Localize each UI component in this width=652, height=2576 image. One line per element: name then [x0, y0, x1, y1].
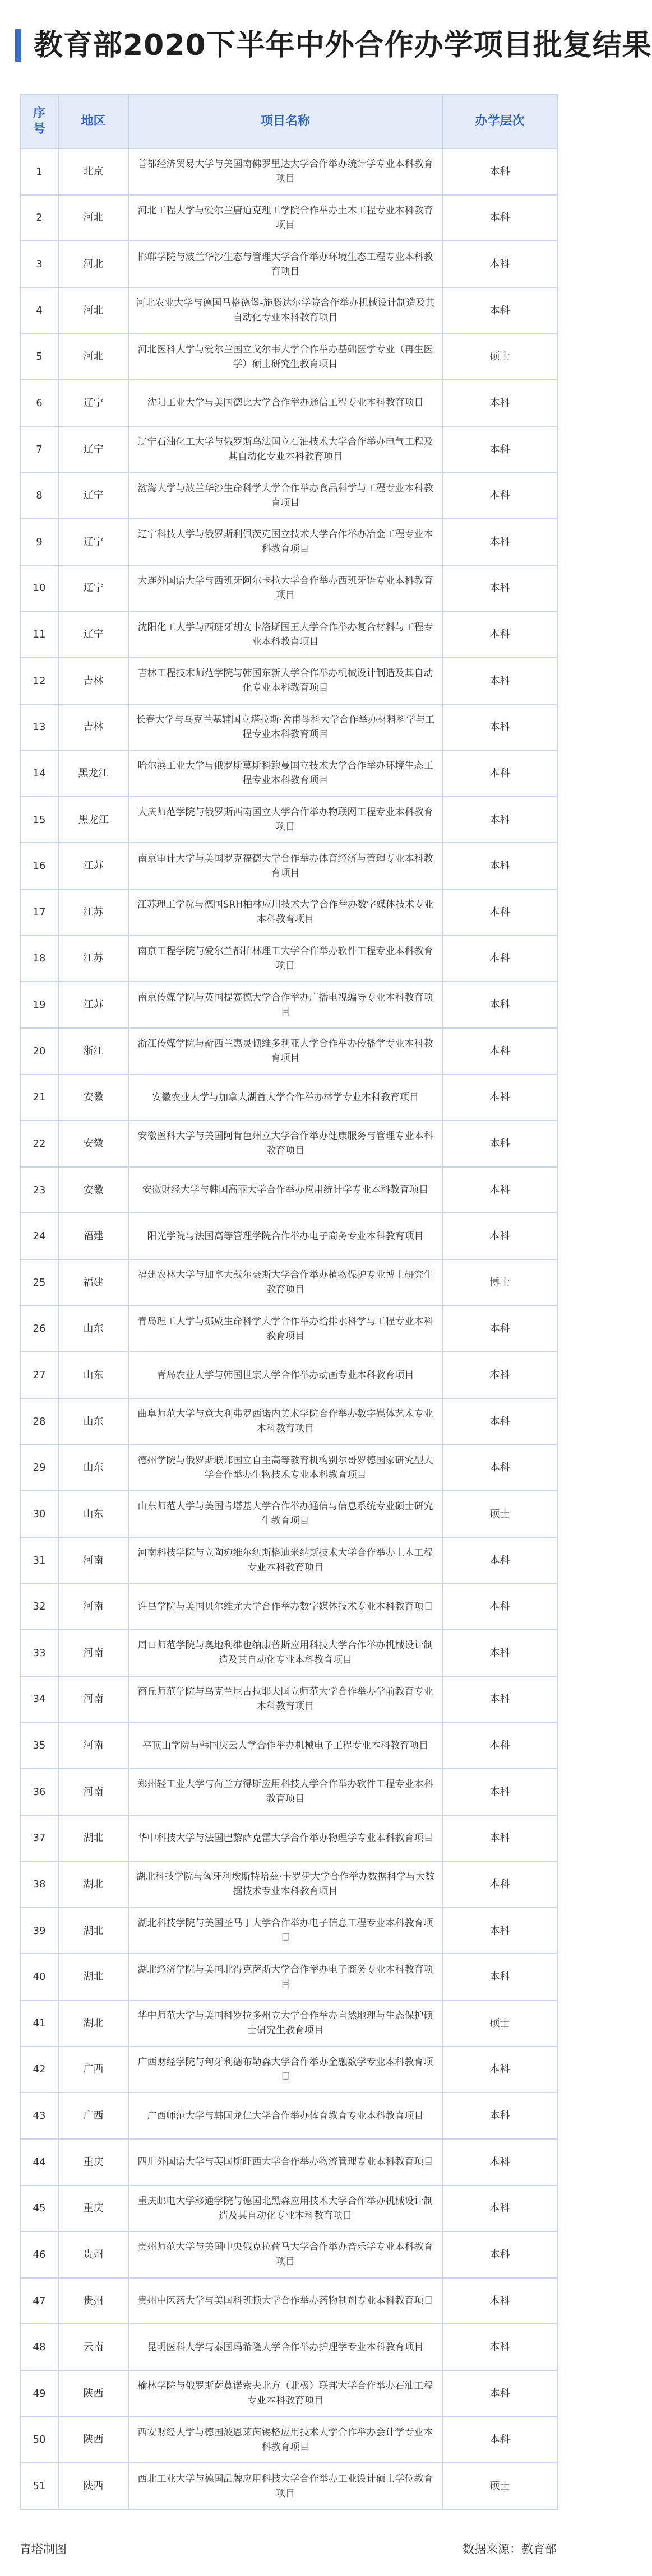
column-header-no-label: 序 号 [33, 106, 45, 136]
cell-no: 32 [20, 1583, 58, 1630]
table-row [20, 426, 557, 473]
page-header [0, 0, 652, 87]
cell-region: 贵州 [58, 2278, 128, 2324]
cell-level: 本科 [442, 936, 557, 982]
cell-region: 河北 [58, 195, 128, 241]
cell-no: 35 [20, 1722, 58, 1769]
cell-no: 44 [20, 2139, 58, 2186]
cell-no: 28 [20, 1398, 58, 1445]
cell-name: 广西师范大学与韩国龙仁大学合作举办体育教育专业本科教育项目 [128, 2093, 442, 2139]
table-row [20, 1769, 557, 1815]
cell-region: 河南 [58, 1676, 128, 1723]
table-row [20, 1028, 557, 1075]
table-row [20, 1491, 557, 1537]
cell-region: 江苏 [58, 982, 128, 1028]
cell-no: 8 [20, 472, 58, 519]
table-row [20, 1259, 557, 1306]
cell-no: 22 [20, 1120, 58, 1167]
cell-region: 河北 [58, 287, 128, 334]
cell-level: 本科 [442, 889, 557, 936]
cell-name: 河南科技学院与立陶宛维尔纽斯格迪米纳斯技术大学合作举办土木工程专业本科教育项目 [128, 1537, 442, 1584]
cell-name: 阳光学院与法国高等管理学院合作举办电子商务专业本科教育项目 [128, 1213, 442, 1259]
cell-region: 辽宁 [58, 565, 128, 612]
cell-level: 本科 [442, 148, 557, 195]
cell-no: 1 [20, 148, 58, 195]
cell-level: 本科 [442, 565, 557, 612]
cell-no: 38 [20, 1861, 58, 1908]
cell-no: 46 [20, 2231, 58, 2278]
cell-no: 13 [20, 704, 58, 751]
cell-no: 6 [20, 380, 58, 426]
cell-level: 本科 [442, 287, 557, 334]
cell-no: 5 [20, 334, 58, 380]
cell-no: 50 [20, 2417, 58, 2463]
table-row [20, 1120, 557, 1167]
cell-region: 吉林 [58, 704, 128, 751]
cell-level: 本科 [442, 380, 557, 426]
table-row [20, 2000, 557, 2047]
cell-region: 湖北 [58, 2000, 128, 2047]
title-accent-bar [15, 29, 21, 62]
cell-level: 本科 [442, 658, 557, 704]
cell-region: 安徽 [58, 1120, 128, 1167]
cell-no: 33 [20, 1630, 58, 1676]
cell-level: 本科 [442, 1954, 557, 2000]
table-row [20, 148, 557, 195]
table-row [20, 1630, 557, 1676]
cell-no: 9 [20, 519, 58, 565]
cell-region: 辽宁 [58, 611, 128, 658]
table-row [20, 2278, 557, 2324]
cell-no: 4 [20, 287, 58, 334]
cell-no: 25 [20, 1259, 58, 1306]
table-row [20, 2139, 557, 2186]
table-row [20, 195, 557, 241]
cell-name: 河北医科大学与爱尔兰国立戈尔韦大学合作举办基础医学专业（再生医学）硕士研究生教育项目 [128, 334, 442, 380]
cell-level: 本科 [442, 982, 557, 1028]
column-header-region: 地区 [58, 95, 128, 148]
cell-level: 本科 [442, 241, 557, 287]
cell-level: 本科 [442, 704, 557, 751]
cell-name: 平顶山学院与韩国庆云大学合作举办机械电子工程专业本科教育项目 [128, 1722, 442, 1769]
cell-no: 41 [20, 2000, 58, 2047]
cell-region: 山东 [58, 1491, 128, 1537]
cell-region: 山东 [58, 1445, 128, 1491]
cell-name: 大庆师范学院与俄罗斯西南国立大学合作举办物联网工程专业本科教育项目 [128, 797, 442, 843]
table-row [20, 1815, 557, 1862]
cell-region: 辽宁 [58, 519, 128, 565]
cell-name: 湖北经济学院与美国北得克萨斯大学合作举办电子商务专业本科教育项目 [128, 1954, 442, 2000]
cell-level: 硕士 [442, 2000, 557, 2047]
cell-level: 本科 [442, 2139, 557, 2186]
cell-level: 本科 [442, 1352, 557, 1398]
cell-level: 本科 [442, 195, 557, 241]
table-row [20, 611, 557, 658]
cell-level: 本科 [442, 1398, 557, 1445]
cell-no: 20 [20, 1028, 58, 1075]
table-row [20, 2093, 557, 2139]
table-row [20, 2231, 557, 2278]
cell-name: 长春大学与乌克兰基辅国立塔拉斯·舍甫琴科大学合作举办材料科学与工程专业本科教育项目 [128, 704, 442, 751]
cell-name: 商丘师范学院与乌克兰尼古拉耶夫国立师范大学合作举办学前教育专业本科教育项目 [128, 1676, 442, 1723]
cell-region: 河南 [58, 1769, 128, 1815]
cell-name: 西安财经大学与德国波恩莱茵锡格应用技术大学合作举办会计学专业本科教育项目 [128, 2417, 442, 2463]
cell-no: 18 [20, 936, 58, 982]
cell-level: 博士 [442, 1259, 557, 1306]
cell-region: 河南 [58, 1722, 128, 1769]
cell-level: 硕士 [442, 334, 557, 380]
cell-level: 本科 [442, 1769, 557, 1815]
cell-region: 江苏 [58, 889, 128, 936]
cell-region: 广西 [58, 2047, 128, 2093]
cell-name: 南京传媒学院与英国提赛德大学合作举办广播电视编导专业本科教育项目 [128, 982, 442, 1028]
cell-name: 河北工程大学与爱尔兰唐道克理工学院合作举办土木工程专业本科教育项目 [128, 195, 442, 241]
table-row [20, 843, 557, 889]
cell-level: 硕士 [442, 2463, 557, 2509]
cell-level: 本科 [442, 2093, 557, 2139]
cell-name: 山东师范大学与美国肯塔基大学合作举办通信与信息系统专业硕士研究生教育项目 [128, 1491, 442, 1537]
cell-level: 本科 [442, 1213, 557, 1259]
cell-region: 辽宁 [58, 426, 128, 473]
cell-region: 浙江 [58, 1028, 128, 1075]
cell-level: 本科 [442, 2324, 557, 2370]
page-footer [0, 2515, 576, 2576]
cell-name: 青岛理工大学与挪威生命科学大学合作举办给排水科学与工程专业本科教育项目 [128, 1306, 442, 1352]
table-row [20, 565, 557, 612]
cell-region: 江苏 [58, 843, 128, 889]
cell-region: 福建 [58, 1213, 128, 1259]
cell-no: 24 [20, 1213, 58, 1259]
cell-level: 本科 [442, 797, 557, 843]
cell-level: 本科 [442, 2186, 557, 2232]
table-row [20, 1075, 557, 1121]
column-header-name: 项目名称 [128, 95, 442, 148]
cell-name: 辽宁科技大学与俄罗斯利佩茨克国立技术大学合作举办冶金工程专业本科教育项目 [128, 519, 442, 565]
cell-no: 23 [20, 1167, 58, 1213]
cell-name: 安徽农业大学与加拿大湖首大学合作举办林学专业本科教育项目 [128, 1075, 442, 1121]
cell-name: 榆林学院与俄罗斯萨莫诺索夫北方（北极）联邦大学合作举办石油工程专业本科教育项目 [128, 2370, 442, 2417]
cell-region: 黑龙江 [58, 797, 128, 843]
footer-credit: 青塔制图 [20, 2542, 67, 2556]
cell-name: 渤海大学与波兰华沙生命科学大学合作举办食品科学与工程专业本科教育项目 [128, 472, 442, 519]
cell-level: 本科 [442, 843, 557, 889]
table-row [20, 750, 557, 797]
cell-level: 本科 [442, 1815, 557, 1862]
cell-name: 华中师范大学与美国科罗拉多州立大学合作举办自然地理与生态保护硕士研究生教育项目 [128, 2000, 442, 2047]
cell-level: 本科 [442, 2370, 557, 2417]
table-row [20, 2370, 557, 2417]
cell-name: 重庆邮电大学移通学院与德国北黑森应用技术大学合作举办机械设计制造及其自动化专业本科教育项目 [128, 2186, 442, 2232]
cell-level: 本科 [442, 1630, 557, 1676]
cell-level: 本科 [442, 1028, 557, 1075]
table-row [20, 380, 557, 426]
cell-no: 14 [20, 750, 58, 797]
cell-level: 本科 [442, 1722, 557, 1769]
cell-level: 本科 [442, 750, 557, 797]
table-row [20, 2186, 557, 2232]
cell-region: 陕西 [58, 2370, 128, 2417]
cell-name: 沈阳化工大学与西班牙胡安卡洛斯国王大学合作举办复合材料与工程专业本科教育项目 [128, 611, 442, 658]
table-row [20, 2047, 557, 2093]
table-row [20, 241, 557, 287]
cell-level: 本科 [442, 1908, 557, 1954]
cell-region: 河南 [58, 1537, 128, 1584]
cell-region: 河北 [58, 334, 128, 380]
cell-name: 郑州轻工业大学与荷兰方得斯应用科技大学合作举办软件工程专业本科教育项目 [128, 1769, 442, 1815]
column-header-level: 办学层次 [442, 95, 557, 148]
cell-region: 湖北 [58, 1954, 128, 2000]
cell-level: 本科 [442, 1676, 557, 1723]
cell-region: 黑龙江 [58, 750, 128, 797]
cell-no: 29 [20, 1445, 58, 1491]
cell-region: 辽宁 [58, 380, 128, 426]
table-header-row [20, 95, 557, 148]
cell-region: 重庆 [58, 2186, 128, 2232]
cell-level: 本科 [442, 519, 557, 565]
cell-no: 3 [20, 241, 58, 287]
cell-name: 安徽医科大学与美国阿肯色州立大学合作举办健康服务与管理专业本科教育项目 [128, 1120, 442, 1167]
cell-no: 31 [20, 1537, 58, 1584]
cell-name: 浙江传媒学院与新西兰惠灵顿维多利亚大学合作举办传播学专业本科教育项目 [128, 1028, 442, 1075]
cell-level: 本科 [442, 1861, 557, 1908]
cell-region: 山东 [58, 1306, 128, 1352]
cell-no: 15 [20, 797, 58, 843]
table-row [20, 1537, 557, 1584]
cell-level: 本科 [442, 1583, 557, 1630]
footer-source: 数据来源：教育部 [463, 2542, 557, 2556]
cell-no: 2 [20, 195, 58, 241]
table-row [20, 1908, 557, 1954]
cell-name: 湖北科技学院与美国圣马丁大学合作举办电子信息工程专业本科教育项目 [128, 1908, 442, 1954]
cell-name: 华中科技大学与法国巴黎萨克雷大学合作举办物理学专业本科教育项目 [128, 1815, 442, 1862]
cell-region: 安徽 [58, 1075, 128, 1121]
cell-no: 7 [20, 426, 58, 473]
cell-no: 16 [20, 843, 58, 889]
table-row [20, 1352, 557, 1398]
cell-level: 本科 [442, 2047, 557, 2093]
cell-no: 11 [20, 611, 58, 658]
cell-level: 本科 [442, 1306, 557, 1352]
cell-name: 邯郸学院与波兰华沙生态与管理大学合作举办环境生态工程专业本科教育项目 [128, 241, 442, 287]
cell-no: 48 [20, 2324, 58, 2370]
cell-region: 河南 [58, 1630, 128, 1676]
table-row [20, 889, 557, 936]
cell-no: 12 [20, 658, 58, 704]
cell-region: 吉林 [58, 658, 128, 704]
cell-name: 许昌学院与美国贝尔维尤大学合作举办数字媒体技术专业本科教育项目 [128, 1583, 442, 1630]
table-row [20, 658, 557, 704]
cell-name: 南京工程学院与爱尔兰都柏林理工大学合作举办软件工程专业本科教育项目 [128, 936, 442, 982]
cell-name: 青岛农业大学与韩国世宗大学合作举办动画专业本科教育项目 [128, 1352, 442, 1398]
cell-name: 西北工业大学与德国品牌应用科技大学合作举办工业设计硕士学位教育项目 [128, 2463, 442, 2509]
cell-level: 本科 [442, 1075, 557, 1121]
cell-name: 沈阳工业大学与美国德比大学合作举办通信工程专业本科教育项目 [128, 380, 442, 426]
cell-no: 37 [20, 1815, 58, 1862]
table-row [20, 1583, 557, 1630]
cell-no: 26 [20, 1306, 58, 1352]
cell-name: 昆明医科大学与泰国玛希隆大学合作举办护理学专业本科教育项目 [128, 2324, 442, 2370]
page-title: 教育部2020下半年中外合作办学项目批复结果 [34, 29, 652, 62]
table-row [20, 797, 557, 843]
cell-region: 云南 [58, 2324, 128, 2370]
cell-region: 山东 [58, 1398, 128, 1445]
table-row [20, 2417, 557, 2463]
cell-no: 51 [20, 2463, 58, 2509]
cell-region: 陕西 [58, 2417, 128, 2463]
cell-region: 河南 [58, 1583, 128, 1630]
cell-no: 45 [20, 2186, 58, 2232]
cell-no: 43 [20, 2093, 58, 2139]
cell-region: 湖北 [58, 1815, 128, 1862]
cell-level: 本科 [442, 426, 557, 473]
cell-region: 湖北 [58, 1861, 128, 1908]
table-row [20, 1306, 557, 1352]
cell-name: 贵州师范大学与美国中央俄克拉荷马大学合作举办音乐学专业本科教育项目 [128, 2231, 442, 2278]
cell-region: 湖北 [58, 1908, 128, 1954]
cell-region: 河北 [58, 241, 128, 287]
cell-no: 39 [20, 1908, 58, 1954]
table-row [20, 1954, 557, 2000]
cell-region: 山东 [58, 1352, 128, 1398]
cell-no: 40 [20, 1954, 58, 2000]
cell-no: 47 [20, 2278, 58, 2324]
table-row [20, 1213, 557, 1259]
cell-level: 本科 [442, 472, 557, 519]
table-row [20, 1167, 557, 1213]
table-row [20, 1861, 557, 1908]
cell-no: 42 [20, 2047, 58, 2093]
cell-level: 本科 [442, 1445, 557, 1491]
cell-name: 湖北科技学院与匈牙利埃斯特哈兹·卡罗伊大学合作举办数据科学与大数据技术专业本科教育项目 [128, 1861, 442, 1908]
cell-level: 硕士 [442, 1491, 557, 1537]
cell-no: 19 [20, 982, 58, 1028]
table-row [20, 2324, 557, 2370]
table-row [20, 472, 557, 519]
table-row [20, 704, 557, 751]
cell-region: 江苏 [58, 936, 128, 982]
cell-name: 辽宁石油化工大学与俄罗斯乌法国立石油技术大学合作举办电气工程及其自动化专业本科教育项目 [128, 426, 442, 473]
cell-level: 本科 [442, 1537, 557, 1584]
cell-name: 河北农业大学与德国马格德堡-施滕达尔学院合作举办机械设计制造及其自动化专业本科教育项目 [128, 287, 442, 334]
column-header-no [20, 95, 58, 148]
cell-name: 贵州中医药大学与美国科班顿大学合作举办药物制剂专业本科教育项目 [128, 2278, 442, 2324]
cell-name: 哈尔滨工业大学与俄罗斯莫斯科鲍曼国立技术大学合作举办环境生态工程专业本科教育项目 [128, 750, 442, 797]
table-row [20, 519, 557, 565]
table-row [20, 1722, 557, 1769]
cell-no: 17 [20, 889, 58, 936]
results-table [20, 94, 558, 2510]
cell-no: 30 [20, 1491, 58, 1537]
cell-region: 辽宁 [58, 472, 128, 519]
cell-region: 安徽 [58, 1167, 128, 1213]
cell-name: 安徽财经大学与韩国高丽大学合作举办应用统计学专业本科教育项目 [128, 1167, 442, 1213]
cell-no: 10 [20, 565, 58, 612]
cell-name: 德州学院与俄罗斯联邦国立自主高等教育机构别尔哥罗德国家研究型大学合作举办生物技术专业本科教育项目 [128, 1445, 442, 1491]
cell-level: 本科 [442, 2417, 557, 2463]
cell-level: 本科 [442, 611, 557, 658]
cell-name: 大连外国语大学与西班牙阿尔卡拉大学合作举办西班牙语专业本科教育项目 [128, 565, 442, 612]
cell-no: 27 [20, 1352, 58, 1398]
cell-level: 本科 [442, 1120, 557, 1167]
cell-region: 福建 [58, 1259, 128, 1306]
cell-name: 南京审计大学与美国罗克福德大学合作举办体育经济与管理专业本科教育项目 [128, 843, 442, 889]
cell-name: 四川外国语大学与英国斯旺西大学合作举办物流管理专业本科教育项目 [128, 2139, 442, 2186]
cell-region: 重庆 [58, 2139, 128, 2186]
cell-name: 曲阜师范大学与意大利弗罗西诺内美术学院合作举办数字媒体艺术专业本科教育项目 [128, 1398, 442, 1445]
cell-level: 本科 [442, 1167, 557, 1213]
cell-region: 广西 [58, 2093, 128, 2139]
cell-no: 49 [20, 2370, 58, 2417]
table-row [20, 2463, 557, 2509]
table-row [20, 1445, 557, 1491]
cell-no: 34 [20, 1676, 58, 1723]
cell-name: 周口师范学院与奥地利维也纳康普斯应用科技大学合作举办机械设计制造及其自动化专业本科教育项目 [128, 1630, 442, 1676]
cell-no: 21 [20, 1075, 58, 1121]
cell-name: 广西财经学院与匈牙利德布勒森大学合作举办金融数学专业本科教育项目 [128, 2047, 442, 2093]
table-row [20, 1676, 557, 1723]
cell-name: 吉林工程技术师范学院与韩国东新大学合作举办机械设计制造及其自动化专业本科教育项目 [128, 658, 442, 704]
cell-name: 福建农林大学与加拿大戴尔豪斯大学合作举办植物保护专业博士研究生教育项目 [128, 1259, 442, 1306]
cell-level: 本科 [442, 2231, 557, 2278]
cell-name: 首都经济贸易大学与美国南佛罗里达大学合作举办统计学专业本科教育项目 [128, 148, 442, 195]
cell-level: 本科 [442, 2278, 557, 2324]
cell-region: 贵州 [58, 2231, 128, 2278]
cell-region: 北京 [58, 148, 128, 195]
table-row [20, 982, 557, 1028]
table-row [20, 1398, 557, 1445]
cell-no: 36 [20, 1769, 58, 1815]
table-row [20, 334, 557, 380]
cell-name: 江苏理工学院与德国SRH柏林应用技术大学合作举办数字媒体技术专业本科教育项目 [128, 889, 442, 936]
table-row [20, 936, 557, 982]
table-row [20, 287, 557, 334]
cell-region: 陕西 [58, 2463, 128, 2509]
